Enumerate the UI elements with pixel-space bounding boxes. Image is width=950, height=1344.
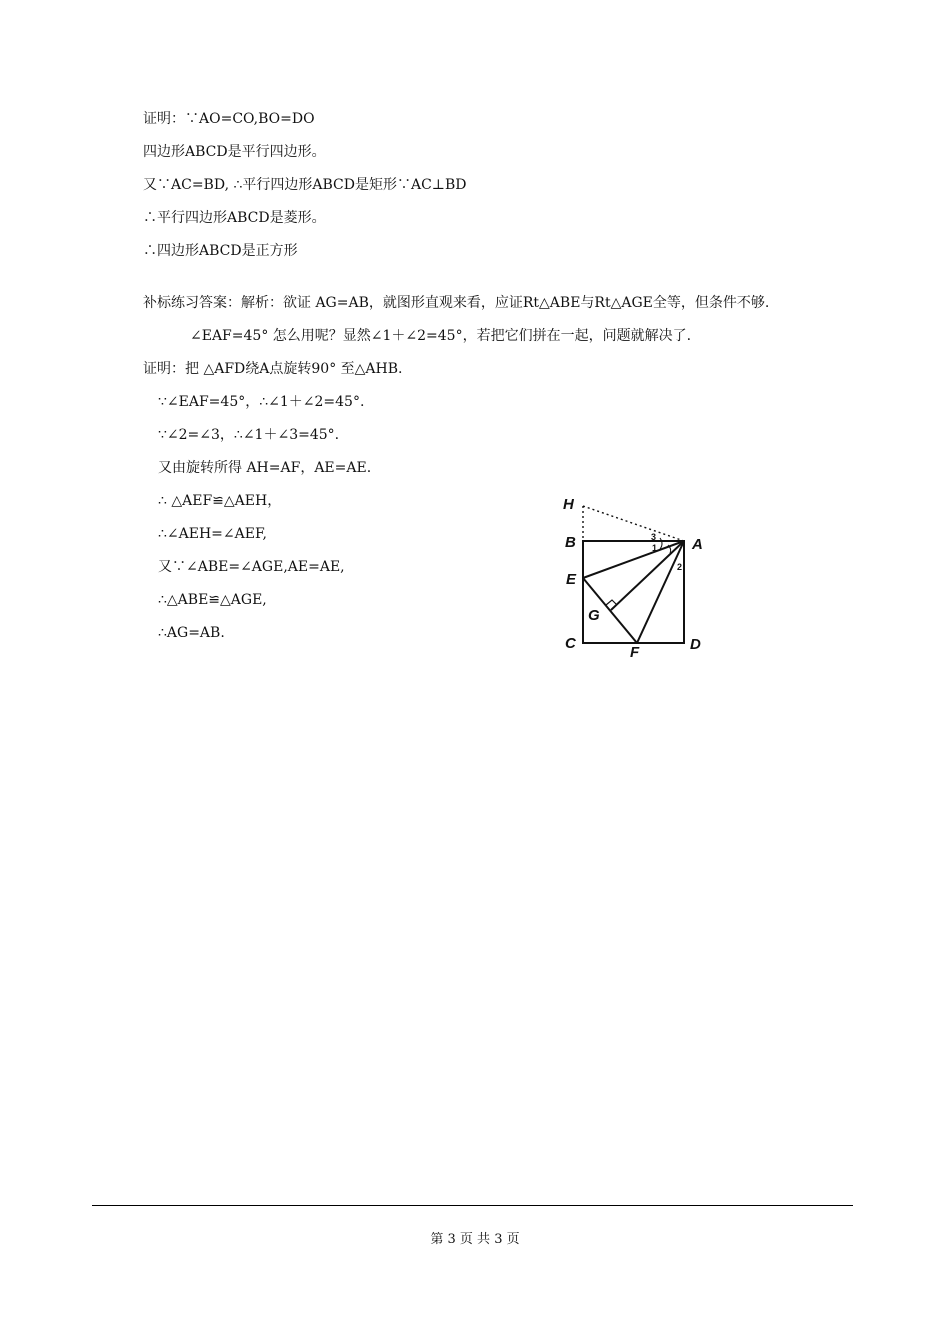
segment-ag — [611, 541, 684, 610]
proof1-line-5: ∴四边形ABCD是正方形 — [143, 243, 298, 259]
step-2: ∵∠2=∠3，∴∠1＋∠3=45°. — [158, 427, 340, 443]
label-f: F — [630, 644, 640, 661]
step-6: 又∵∠ABE=∠AGE,AE=AE, — [158, 559, 345, 575]
supplement-intro: 补标练习答案：解析：欲证 AG=AB，就图形直观来看，应证Rt△ABE与Rt△AGE全等，但条件不够. — [143, 295, 770, 311]
label-g: G — [588, 607, 600, 624]
footer-divider — [92, 1205, 853, 1206]
right-angle-mark-g — [606, 600, 617, 605]
proof1-line-3: 又∵AC=BD, ∴平行四边形ABCD是矩形∵AC⊥BD — [143, 177, 467, 193]
step-4: ∴ △AEF≌△AEH， — [158, 493, 282, 509]
label-b: B — [565, 534, 576, 551]
step-1: ∵∠EAF=45°，∴∠1＋∠2=45°. — [158, 394, 365, 410]
label-h: H — [563, 496, 574, 513]
geometry-figure — [555, 488, 715, 663]
angle-arc-3 — [660, 538, 662, 549]
label-d: D — [690, 636, 701, 653]
proof1-line-2: 四边形ABCD是平行四边形。 — [143, 144, 326, 160]
label-e: E — [566, 571, 577, 588]
label-c: C — [565, 635, 576, 652]
step-5: ∴∠AEH=∠AEF, — [158, 526, 267, 542]
supplement-proof-head: 证明：把 △AFD绕A点旋转90° 至△AHB. — [143, 361, 403, 377]
step-8: ∴AG=AB. — [158, 625, 225, 641]
label-a: A — [692, 536, 703, 553]
page-number: 第 3 页 共 3 页 — [430, 1232, 520, 1247]
proof1-line-1: 证明：∵AO=CO,BO=DO — [143, 111, 315, 127]
step-7: ∴△ABE≌△AGE, — [158, 592, 267, 608]
proof1-line-4: ∴平行四边形ABCD是菱形。 — [143, 210, 326, 226]
angle-label-1: 1 — [652, 543, 658, 553]
segment-ha-dotted — [583, 506, 684, 541]
angle-label-2: 2 — [677, 562, 683, 572]
supplement-intro-2: ∠EAF=45° 怎么用呢？显然∠1＋∠2=45°，若把它们拼在一起，问题就解决了. — [190, 328, 692, 344]
step-3: 又由旋转所得 AH=AF，AE=AE. — [158, 460, 372, 476]
angle-label-3: 3 — [651, 532, 657, 542]
